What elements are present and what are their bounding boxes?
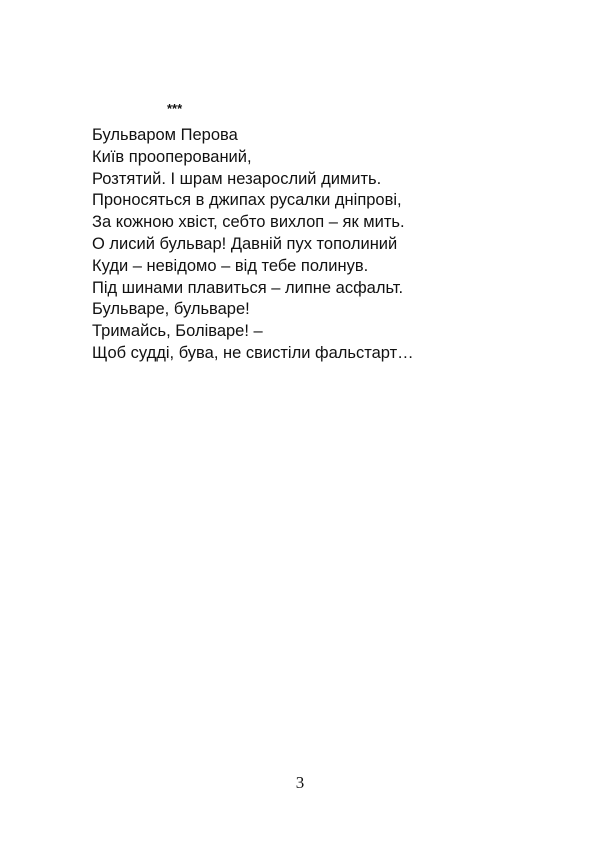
poem-line: За кожною хвіст, себто вихлоп – як мить. bbox=[92, 213, 405, 232]
poem-line: О лисий бульвар! Давній пух тополиний bbox=[92, 234, 398, 253]
poem-line: Бульваре, бульваре! bbox=[92, 300, 250, 319]
poem-line: Щоб судді, бува, не свистіли фальстарт… bbox=[92, 343, 414, 362]
poem-line: Куди – невідомо – від тебе полинув. bbox=[92, 256, 369, 275]
page-number: 3 bbox=[295, 773, 305, 792]
poem-line: Тримайсь, Боліваре! – bbox=[92, 322, 263, 341]
poem-line: Розтятий. І шрам незарослий димить. bbox=[92, 169, 382, 188]
poem-line: Проносяться в джипах русалки дніпрові, bbox=[92, 191, 402, 210]
poem-line: Київ прооперований, bbox=[92, 147, 252, 166]
section-separator: *** bbox=[167, 101, 183, 116]
poem-text bbox=[92, 125, 414, 365]
poem-line: Бульваром Перова bbox=[92, 126, 238, 144]
poem-line: Під шинами плавиться – липне асфальт. bbox=[92, 278, 404, 297]
